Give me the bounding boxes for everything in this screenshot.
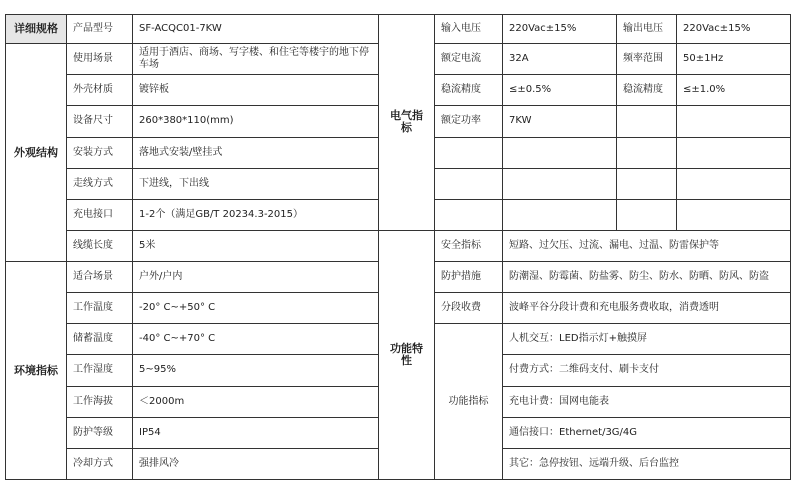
cell-value: 5米	[133, 230, 379, 261]
cell-value: ＜2000m	[133, 386, 379, 417]
empty-cell	[503, 199, 617, 230]
model-label: 产品型号	[67, 15, 133, 44]
cell-value: 32A	[503, 44, 617, 75]
cell-label: 工作温度	[67, 293, 133, 324]
cell-label: 使用场景	[67, 44, 133, 75]
function-item: 充电计费：国网电能表	[503, 386, 791, 417]
cell-label: 工作海拔	[67, 386, 133, 417]
cell-value: 1-2个（满足GB/T 20234.3-2015）	[133, 199, 379, 230]
cell-label: 适合场景	[67, 262, 133, 293]
cell-label: 稳流精度	[617, 75, 677, 106]
empty-cell	[617, 137, 677, 168]
table-row	[6, 230, 791, 261]
spec-table	[5, 14, 791, 480]
empty-cell	[677, 199, 791, 230]
function-item: 付费方式：二维码支付、刷卡支付	[503, 355, 791, 386]
cell-label: 设备尺寸	[67, 106, 133, 137]
empty-cell	[617, 168, 677, 199]
cell-value: 50±1Hz	[677, 44, 791, 75]
cell-value: 5~95%	[133, 355, 379, 386]
empty-cell	[677, 168, 791, 199]
empty-cell	[503, 137, 617, 168]
cell-value: IP54	[133, 417, 379, 448]
cell-label: 走线方式	[67, 168, 133, 199]
cell-value: 镀锌板	[133, 75, 379, 106]
cell-label: 防护等级	[67, 417, 133, 448]
cell-value: 220Vac±15%	[677, 15, 791, 44]
table-row	[6, 15, 791, 44]
cell-label: 安全指标	[435, 230, 503, 261]
cell-label: 频率范围	[617, 44, 677, 75]
cell-label: 充电接口	[67, 199, 133, 230]
cell-label: 工作湿度	[67, 355, 133, 386]
cell-value: 短路、过欠压、过流、漏电、过温、防雷保护等	[503, 230, 791, 261]
cell-value: ≤±1.0%	[677, 75, 791, 106]
empty-cell	[503, 168, 617, 199]
model-value: SF-ACQC01-7KW	[133, 15, 379, 44]
cell-label: 防护措施	[435, 262, 503, 293]
empty-cell	[435, 137, 503, 168]
section-title-appearance: 外观结构	[6, 44, 67, 262]
cell-label: 外壳材质	[67, 75, 133, 106]
cell-value: 下进线，下出线	[133, 168, 379, 199]
cell-label: 储蓄温度	[67, 324, 133, 355]
cell-value: 220Vac±15%	[503, 15, 617, 44]
cell-label: 额定电流	[435, 44, 503, 75]
cell-label: 稳流精度	[435, 75, 503, 106]
empty-cell	[435, 199, 503, 230]
cell-value: -20° C~+50° C	[133, 293, 379, 324]
cell-value: ≤±0.5%	[503, 75, 617, 106]
cell-label: 分段收费	[435, 293, 503, 324]
function-item: 其它：急停按钮、远端升级、后台监控	[503, 448, 791, 479]
cell-value: 波峰平谷分段计费和充电服务费收取，消费透明	[503, 293, 791, 324]
cell-label: 输入电压	[435, 15, 503, 44]
cell-value: 260*380*110(mm)	[133, 106, 379, 137]
cell-value: 7KW	[503, 106, 617, 137]
function-item: 人机交互：LED指示灯+触摸屏	[503, 324, 791, 355]
function-item: 通信接口：Ethernet/3G/4G	[503, 417, 791, 448]
empty-cell	[435, 168, 503, 199]
cell-value: 适用于酒店、商场、写字楼、和住宅等楼宇的地下停车场	[133, 44, 379, 75]
cell-value: 落地式安装/壁挂式	[133, 137, 379, 168]
function-label: 功能指标	[435, 324, 503, 480]
cell-label: 冷却方式	[67, 448, 133, 479]
cell-value	[677, 106, 791, 137]
cell-label: 输出电压	[617, 15, 677, 44]
cell-label: 线缆长度	[67, 230, 133, 261]
cell-value: -40° C~+70° C	[133, 324, 379, 355]
section-title-environment: 环境指标	[6, 262, 67, 480]
cell-value: 户外/户内	[133, 262, 379, 293]
cell-label: 额定功率	[435, 106, 503, 137]
section-title-electrical: 电气指标	[379, 15, 435, 231]
section-title-features: 功能特性	[379, 230, 435, 479]
cell-label	[617, 106, 677, 137]
cell-label: 安装方式	[67, 137, 133, 168]
empty-cell	[617, 199, 677, 230]
empty-cell	[677, 137, 791, 168]
cell-value: 强排风冷	[133, 448, 379, 479]
section-title-detail: 详细规格	[6, 15, 67, 44]
cell-value: 防潮湿、防霉菌、防盐雾、防尘、防水、防晒、防风、防盗	[503, 262, 791, 293]
